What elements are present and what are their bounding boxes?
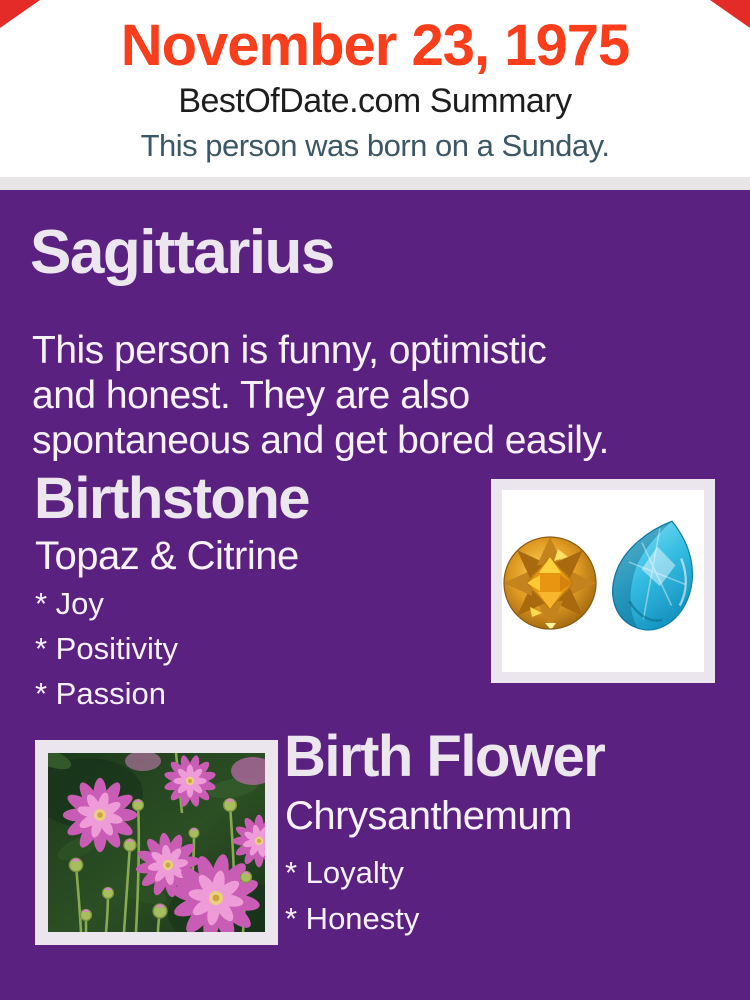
zodiac-description xyxy=(32,328,609,463)
gem-photo xyxy=(502,490,704,672)
citrine-and-topaz-gems-image xyxy=(502,490,704,672)
citrine-gem-icon xyxy=(504,537,596,630)
birth-flower-heading: Birth Flower xyxy=(284,724,605,789)
birth-flower-trait: * Loyalty xyxy=(285,855,404,890)
flower-photo xyxy=(48,753,265,932)
birthstone-trait: * Joy xyxy=(35,586,104,621)
divider-bar xyxy=(0,177,750,190)
corner-triangle-icon xyxy=(710,0,750,28)
zodiac-description-line: and honest. They are also xyxy=(32,374,470,417)
gem-photo-card xyxy=(491,479,715,683)
site-summary: BestOfDate.com Summary xyxy=(178,81,572,120)
birth-flower-name: Chrysanthemum xyxy=(285,794,572,838)
zodiac-description-line: spontaneous and get bored easily. xyxy=(32,419,609,462)
zodiac-sign-heading: Sagittarius xyxy=(30,218,334,287)
birthstone-names: Topaz & Citrine xyxy=(35,534,299,578)
date-title: November 23, 1975 xyxy=(120,13,630,78)
birthstone-trait: * Passion xyxy=(35,676,166,711)
birthstone-heading: Birthstone xyxy=(34,466,309,531)
birth-flower-trait: * Honesty xyxy=(285,901,420,936)
flower-photo-card xyxy=(35,740,278,945)
corner-triangle-icon xyxy=(0,0,40,28)
born-day-line: This person was born on a Sunday. xyxy=(140,127,610,163)
chrysanthemum-image xyxy=(48,753,265,932)
birthstone-trait: * Positivity xyxy=(35,631,178,666)
header xyxy=(0,0,750,177)
zodiac-description-line: This person is funny, optimistic xyxy=(32,329,547,372)
